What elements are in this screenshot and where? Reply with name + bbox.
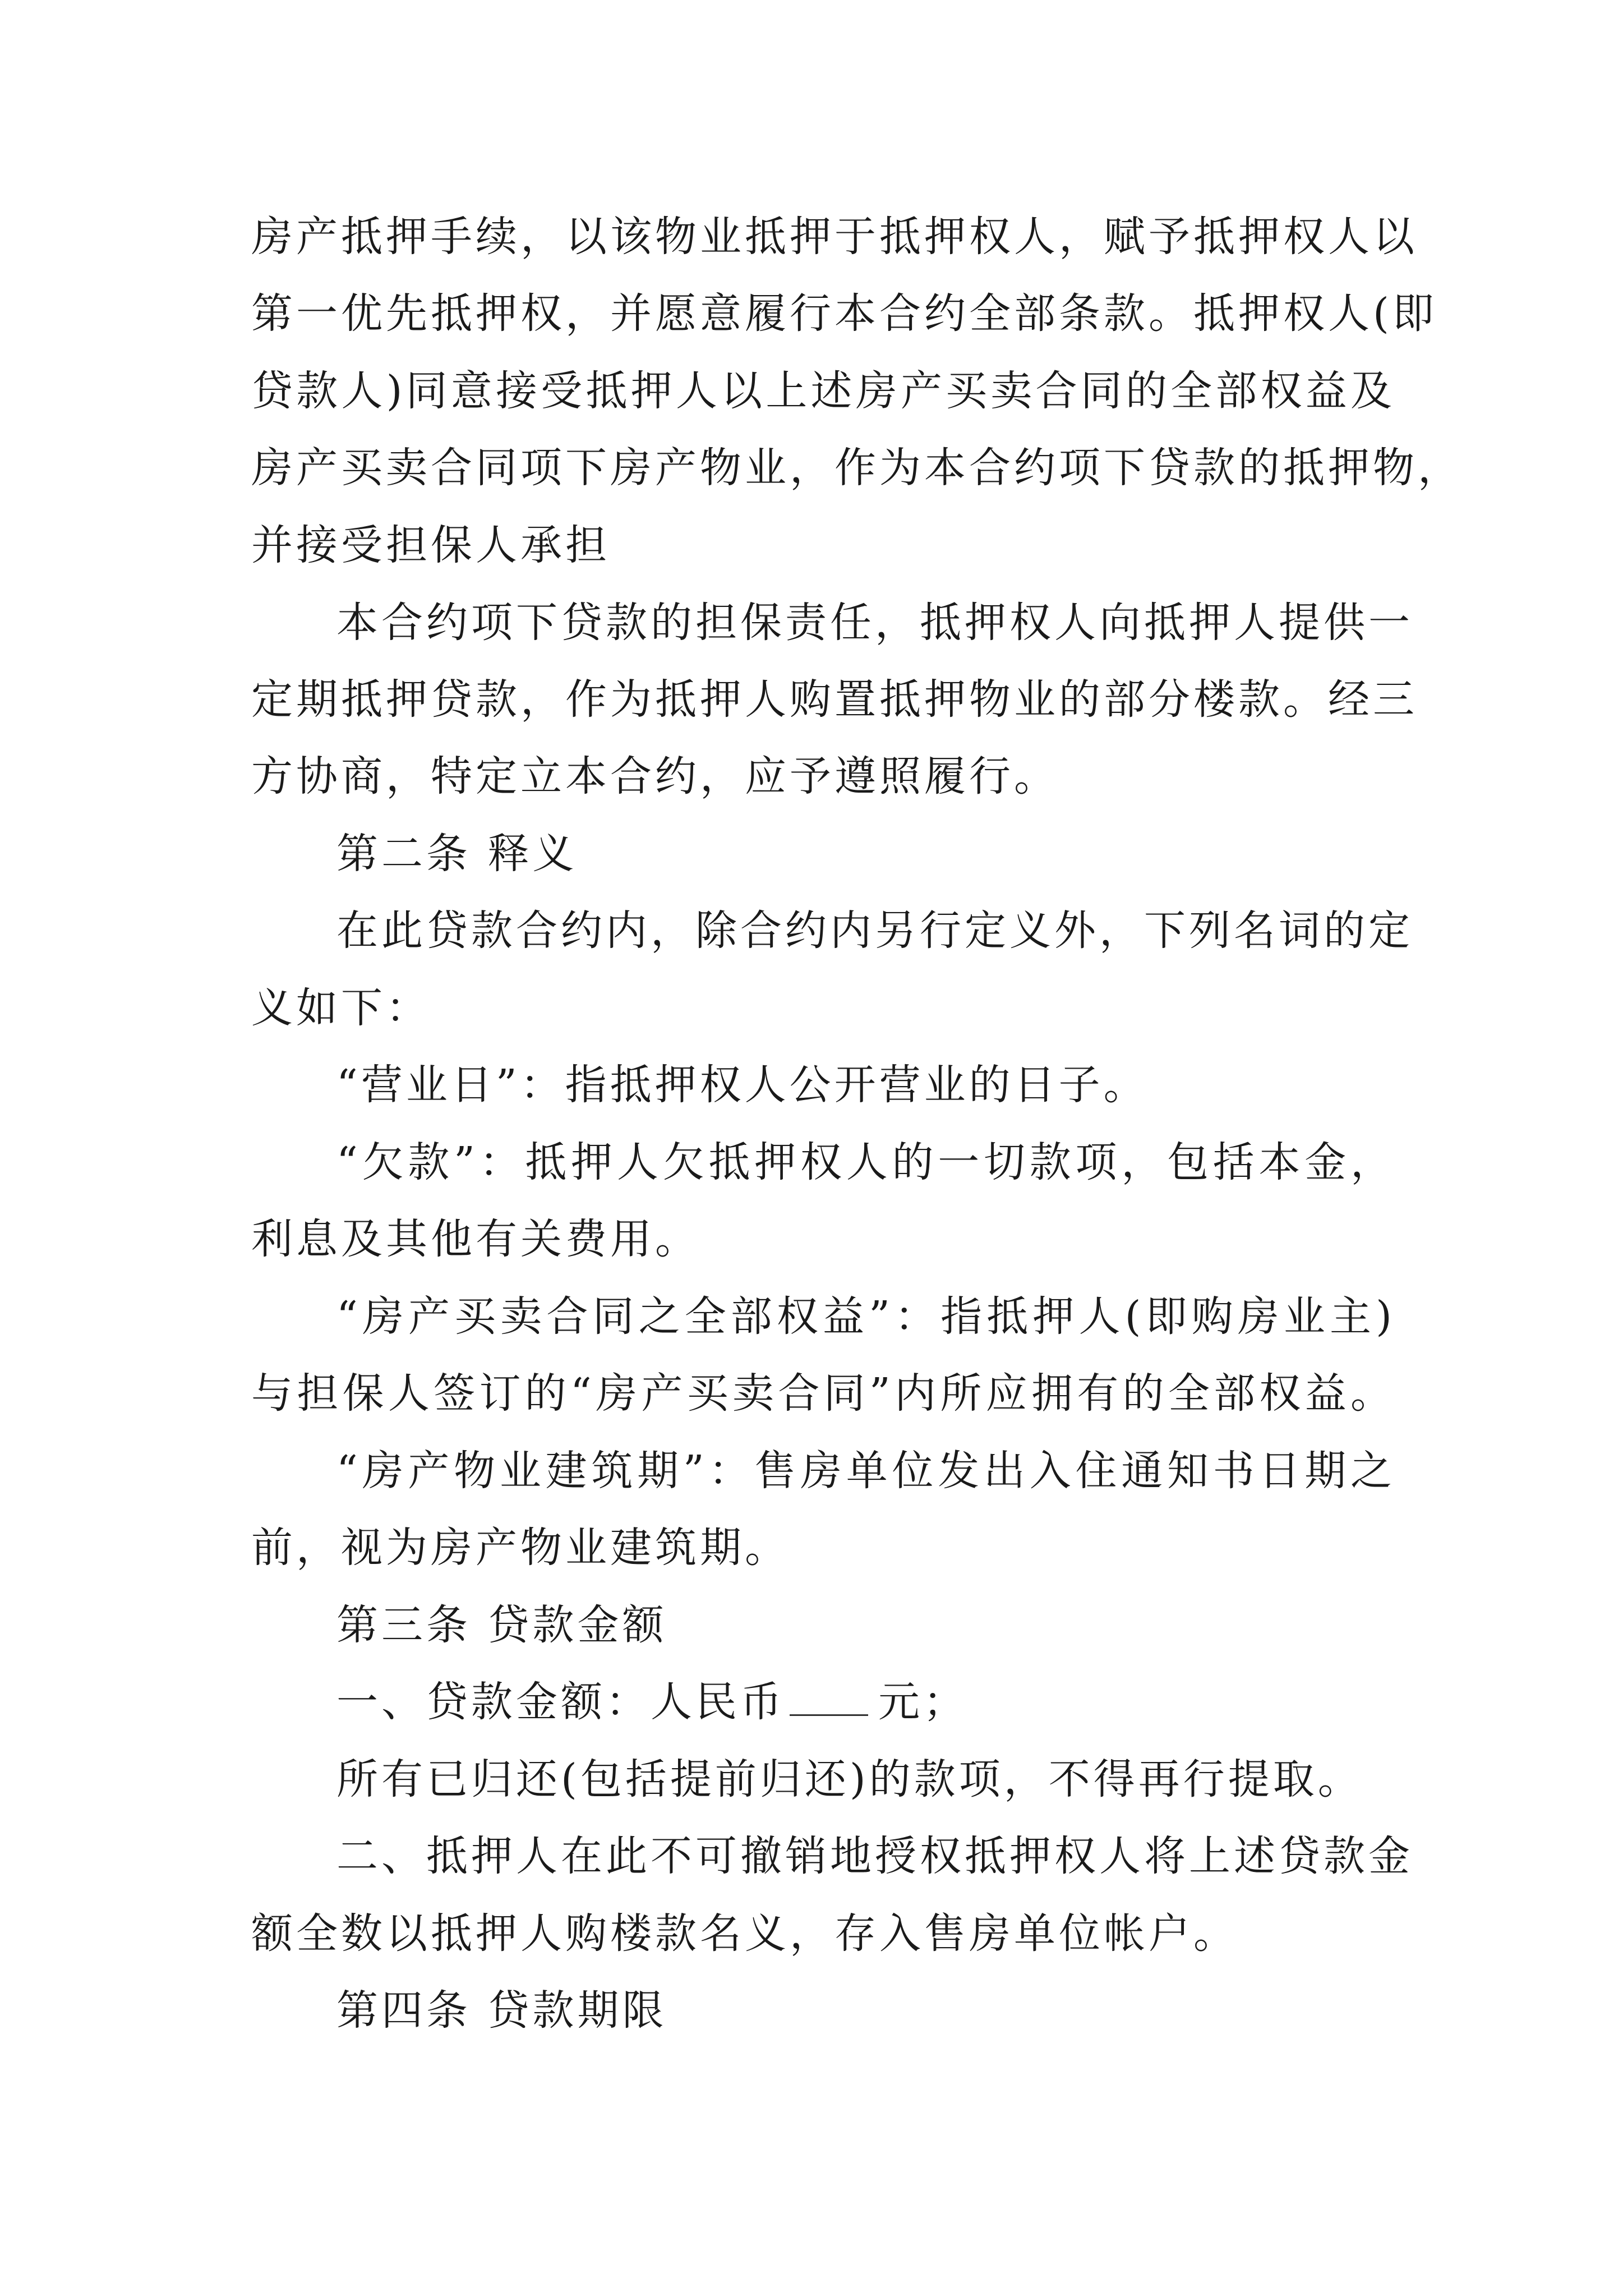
text-line: 定期抵押贷款，作为抵押人购置抵押物业的部分楼款。经三 (251, 675, 1418, 724)
text-line: 前，视为房产物业建筑期。 (251, 1524, 790, 1572)
definition-line: “欠款”：抵押人欠抵押权人的一切款项，包括本金， (336, 1138, 1395, 1186)
section-heading: 第二条 释义 (336, 830, 578, 878)
text-line: 额全数以抵押人购楼款名义，存入售房单位帐户。 (251, 1910, 1238, 1958)
text-line: 义如下： (251, 984, 431, 1032)
section-heading: 第四条 贷款期限 (336, 1986, 667, 2035)
section-heading: 第三条 贷款金额 (336, 1601, 667, 1649)
loan-amount-unit: 元； (878, 1678, 968, 1726)
text-line: 利息及其他有关费用。 (251, 1215, 700, 1263)
text-line: 贷款人)同意接受抵押人以上述房产买卖合同的全部权益及 (251, 367, 1395, 415)
text-line: 在此贷款合约内，除合约内另行定义外，下列名词的定 (336, 907, 1413, 955)
text-line: 与担保人签订的“房产买卖合同”内所应拥有的全部权益。 (251, 1369, 1395, 1418)
text-line: 第一优先抵押权，并愿意履行本合约全部条款。抵押权人(即 (251, 289, 1437, 338)
loan-amount-label: 一、贷款金额：人民币 (336, 1678, 785, 1726)
text-line: 并接受担保人承担 (251, 521, 610, 569)
text-line: 所有已归还(包括提前归还)的款项，不得再行提取。 (336, 1755, 1363, 1803)
definition-line: “房产物业建筑期”：售房单位发出入住通知书日期之 (336, 1447, 1395, 1495)
text-line: 房产买卖合同项下房产物业，作为本合约项下贷款的抵押物， (251, 444, 1463, 492)
definition-line: “营业日”：指抵押权人公开营业的日子。 (336, 1061, 1149, 1109)
text-line: 本合约项下贷款的担保责任，抵押权人向抵押人提供一 (336, 599, 1413, 647)
loan-amount-line (336, 1668, 1481, 1736)
text-line: 方协商，特定立本合约，应予遵照履行。 (251, 752, 1059, 800)
definition-line: “房产买卖合同之全部权益”：指抵押人(即购房业主) (336, 1292, 1395, 1341)
text-line: 二、抵押人在此不可撤销地授权抵押权人将上述贷款金 (336, 1832, 1413, 1880)
text-line: 房产抵押手续，以该物业抵押于抵押权人，赋予抵押权人以 (251, 213, 1418, 261)
loan-amount-blank (790, 1675, 868, 1716)
